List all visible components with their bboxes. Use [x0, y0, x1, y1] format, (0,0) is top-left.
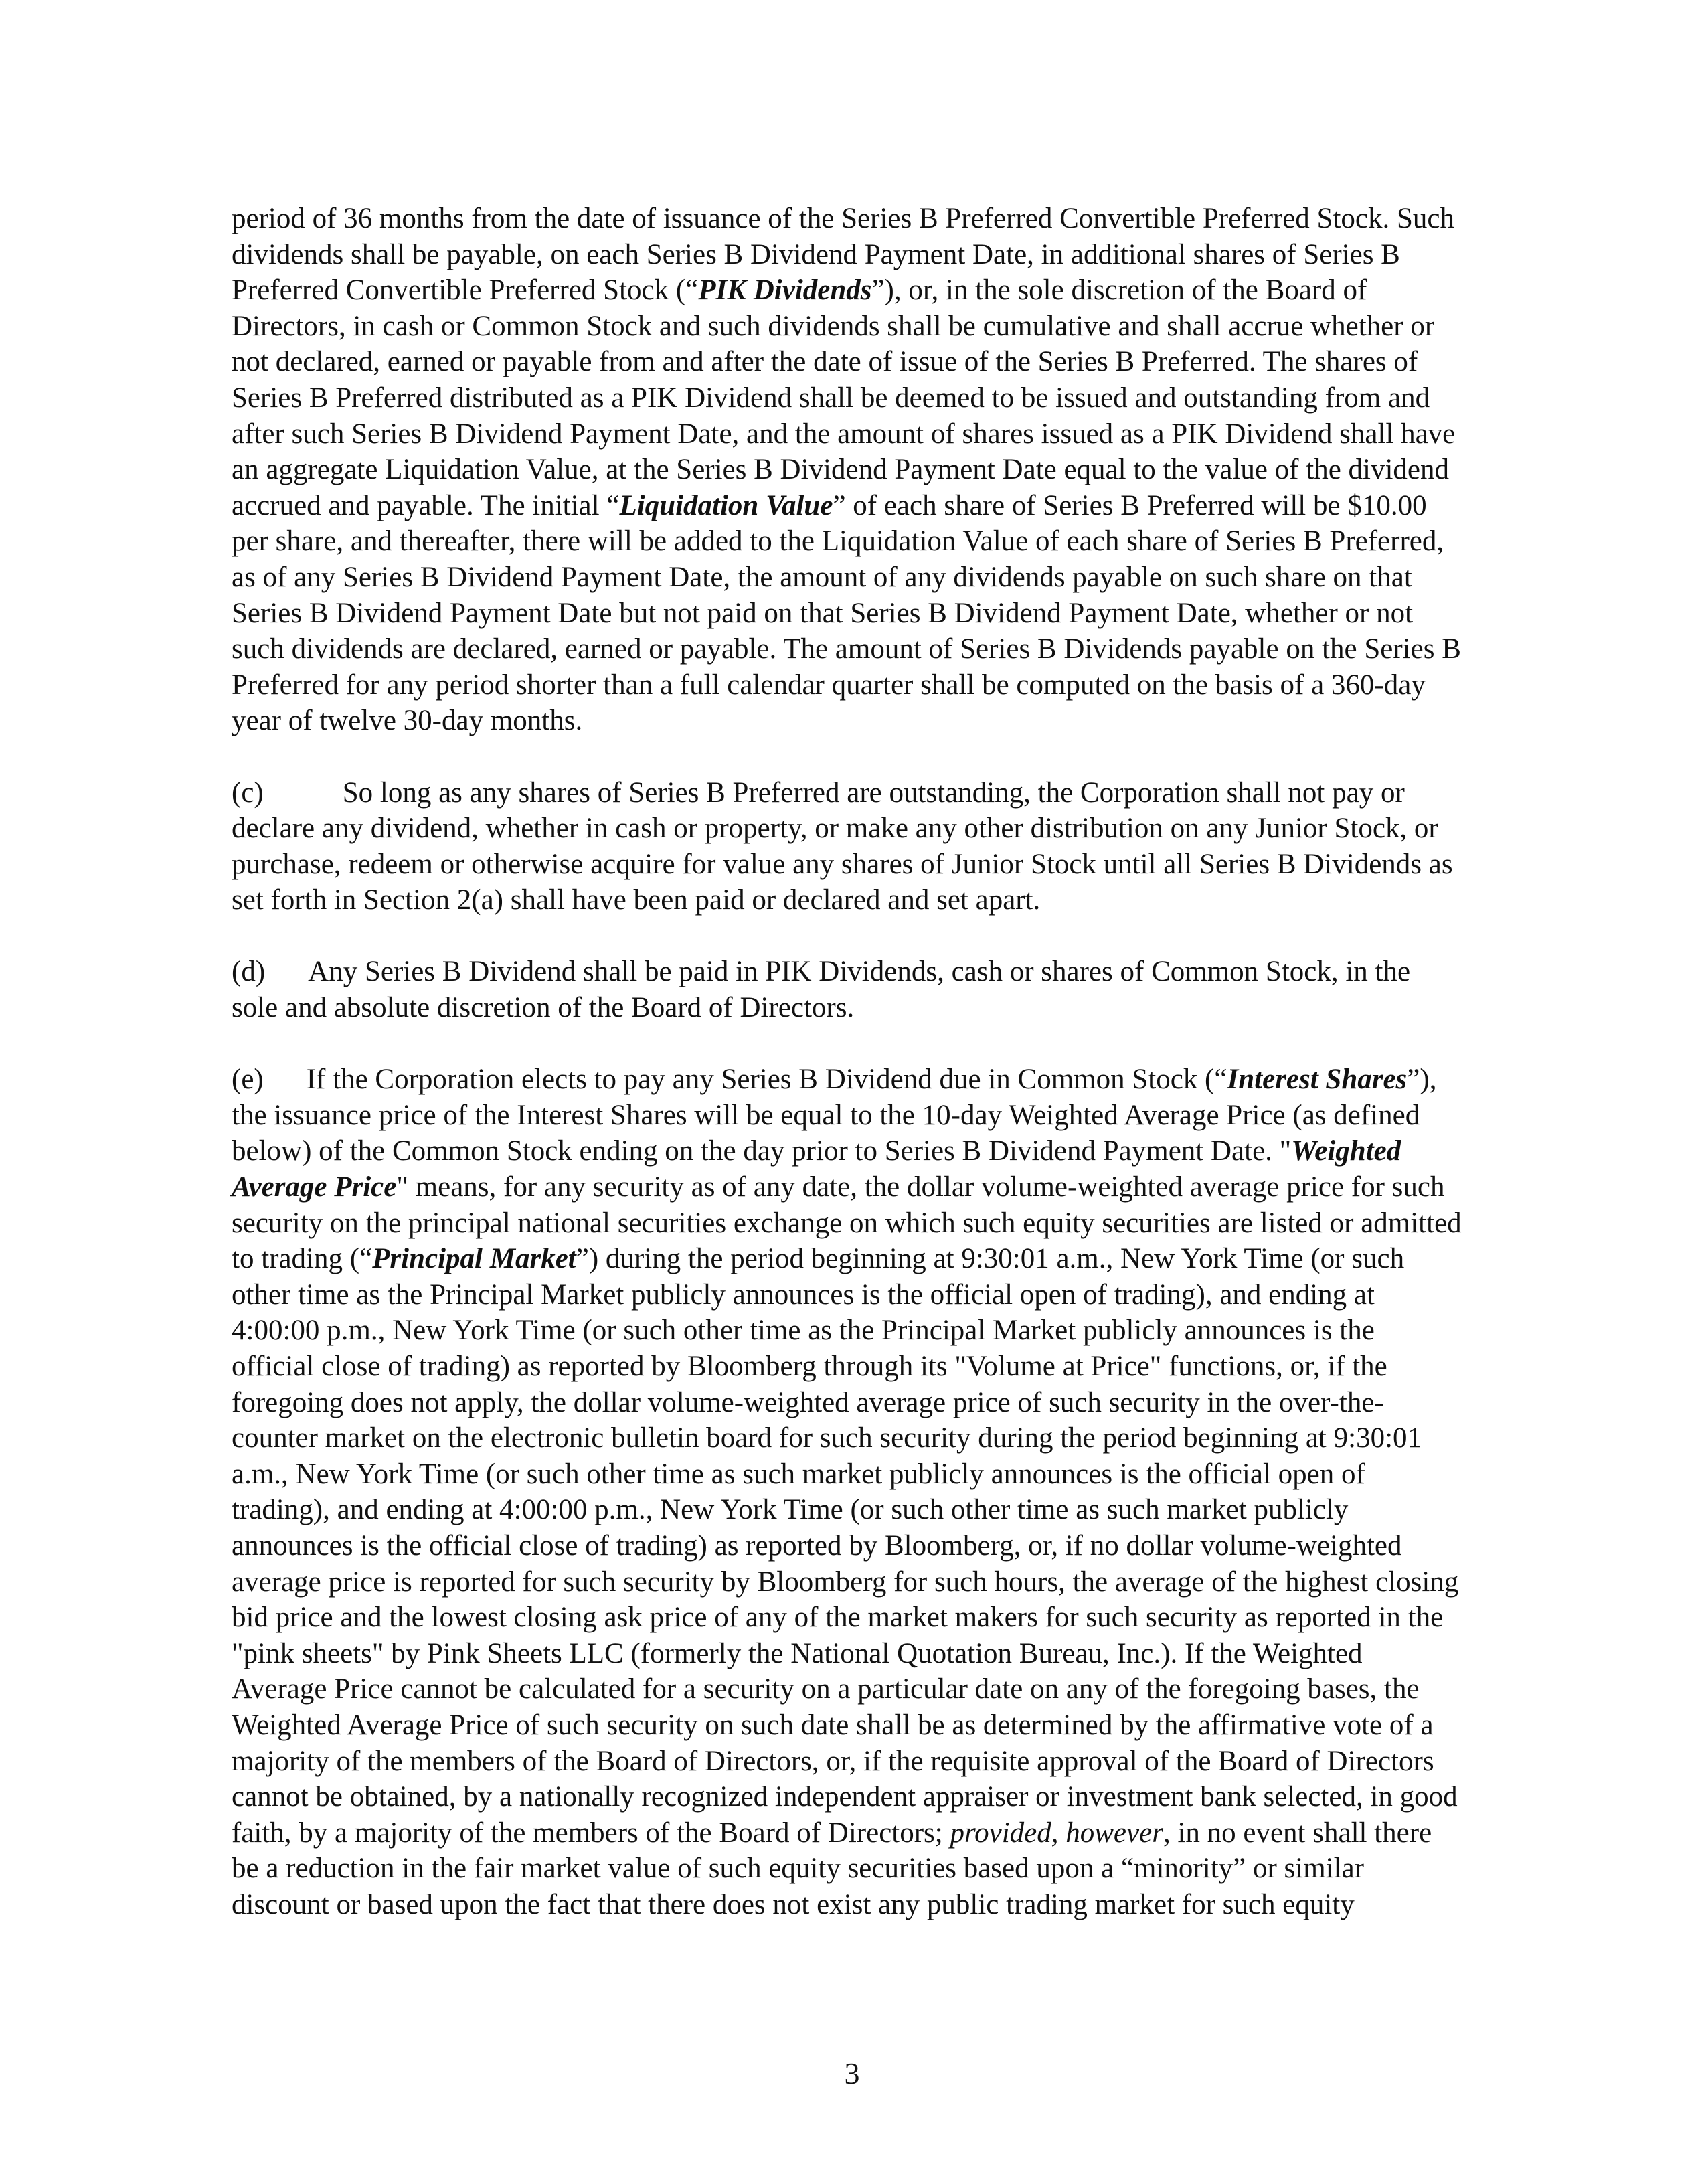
text-run: ”) during the period beginning at 9:30:01 a.m., New York Time (or such other time as the Principal Market publicly announces is the official open of trading), and ending at 4:00:00 p.m., New York Time (or such other time as the Principal Market publicly announces is the official close of trading) as reported by Bloomberg through its "Volume at Price" functions, or, if the foregoing does not apply, the dollar volume-weighted average price of such security in the over-the-counter market on the electronic bulletin board for such security during the period beginning at 9:30:01 a.m., New York Time (or such other time as such market publicly announces is the official open of trading), and ending at 4:00:00 p.m., New York Time (or such other time as such market publicly announces is the official close of trading) as reported by Bloomberg, or, if no dollar volume-weighted average price is reported for such security by Bloomberg for such hours, the average of the highest closing bid price and the lowest closing ask price of any of the market makers for such security as reported in the "pink sheets" by Pink Sheets LLC (formerly the National Quotation Bureau, Inc.). If the Weighted Average Price cannot be calculated for a security on a particular date on any of the foregoing bases, the Weighted Average Price of such security on such date shall be as determined by the affirmative vote of a majority of the members of the Board of Directors, or, if the requisite approval of the Board of Directors cannot be obtained, by a nationally recognized independent appraiser or investment bank selected, in good faith, by a majority of the members of the Board of Directors; — [232, 1243, 1459, 1849]
defined-term-weighted-average-price: Weighted Average Price — [232, 1135, 1401, 1203]
paragraph-c — [232, 775, 1463, 918]
defined-term-pik-dividends: PIK Dividends — [698, 274, 872, 307]
defined-term-liquidation-value: Liquidation Value — [619, 489, 833, 521]
text-run: ”), or, in the sole discretion of the Board of Directors, in cash or Common Stock and such dividends shall be cumulative and shall accrue whether or not declared, earned or payable from and after the date of issue of the Series B Preferred. The shares of Series B Preferred distributed as a PIK Dividend shall be deemed to be issued and outstanding from and after such Series B Dividend Payment Date, and the amount of shares issued as a PIK Dividend shall have an aggregate Liquidation Value, at the Series B Dividend Payment Date equal to the value of the dividend accrued and payable. The initial “ — [232, 274, 1456, 521]
text-run: " means, for any security as of any date, the dollar volume-weighted average price for such security on the principal national securities exchange on which such equity securities are listed or admitted to trading (“ — [232, 1171, 1462, 1275]
paragraph-label-d: (d) — [232, 956, 266, 988]
text-run: If the Corporation elects to pay any Series B Dividend due in Common Stock (“ — [306, 1064, 1227, 1096]
page-number: 3 — [844, 2056, 860, 2090]
italic-provided-however: provided, however — [950, 1817, 1163, 1849]
paragraph-e — [232, 1062, 1463, 1922]
text-run: , in no event shall there be a reduction in the fair market value of such equity securities based upon a “minority” or similar discount or based upon the fact that there does not exist any public trading market for such equity — [232, 1817, 1432, 1920]
defined-term-interest-shares: Interest Shares — [1227, 1064, 1408, 1096]
text-run: ”), the issuance price of the Interest Shares will be equal to the 10-day Weighted Average Price (as defined below) of the Common Stock ending on the day prior to Series B Dividend Payment Date. " — [232, 1064, 1437, 1167]
paragraph-c-text: So long as any shares of Series B Preferred are outstanding, the Corporation shall not pay or declare any dividend, whether in cash or property, or make any other distribution on any Junior Stock, or purchase, redeem or otherwise acquire for value any shares of Junior Stock until all Series B Dividends as set forth in Section 2(a) shall have been paid or declared and set apart. — [232, 776, 1453, 916]
paragraph-d — [232, 954, 1463, 1025]
text-run: ” of each share of Series B Preferred will be $10.00 per share, and thereafter, there will be added to the Liquidation Value of each share of Series B Preferred, as of any Series B Dividend Payment Date, the amount of any dividends payable on such share on that Series B Dividend Payment Date but not paid on that Series B Dividend Payment Date, whether or not such dividends are declared, earned or payable. The amount of Series B Dividends payable on the Series B Preferred for any period shorter than a full calendar quarter shall be computed on the basis of a 360-day year of twelve 30-day months. — [232, 489, 1461, 737]
paragraph-d-text: Any Series B Dividend shall be paid in PIK Dividends, cash or shares of Common Stock, in the sole and absolute discretion of the Board of Directors. — [232, 956, 1411, 1024]
paragraph-label-e: (e) — [232, 1064, 264, 1096]
paragraph-label-c: (c) — [232, 776, 264, 809]
document-body — [232, 201, 1463, 1923]
defined-term-principal-market: Principal Market — [372, 1243, 576, 1275]
text-run: period of 36 months from the date of issuance of the Series B Preferred Convertible Preferred Stock. Such dividends shall be payable, on each Series B Dividend Payment Date, in additional shares of Series B Preferred Convertible Preferred Stock (“ — [232, 203, 1454, 307]
paragraph-b-continued — [232, 201, 1463, 739]
